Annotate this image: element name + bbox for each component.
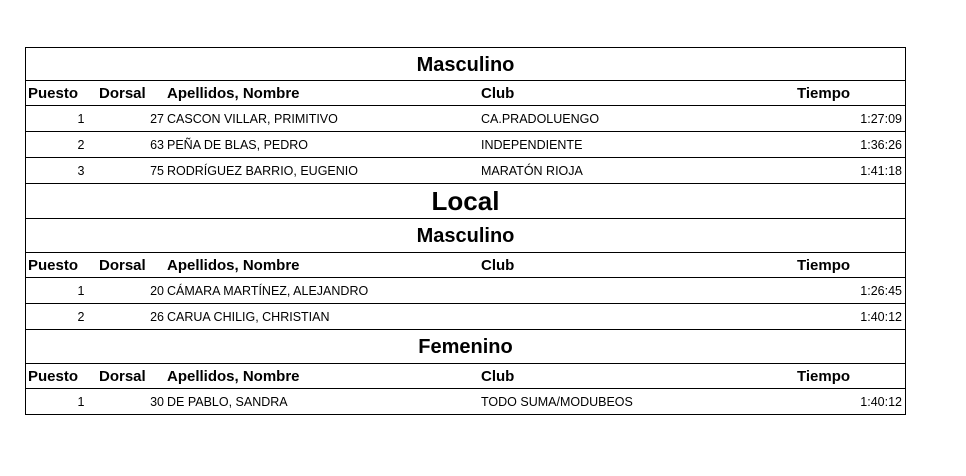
header-puesto: Puesto <box>28 257 79 274</box>
table-row <box>26 278 905 304</box>
cell-tiempo: 1:36:26 <box>860 138 902 152</box>
section-title-local-femenino <box>26 330 905 364</box>
section-title-local-masculino <box>26 219 905 253</box>
cell-puesto: 1 <box>77 112 85 126</box>
results-table <box>25 47 906 415</box>
table-row <box>26 132 905 158</box>
header-club: Club <box>481 368 515 385</box>
table-row <box>26 158 905 184</box>
section-title-local <box>26 184 905 219</box>
header-dorsal: Dorsal <box>99 257 146 274</box>
cell-tiempo: 1:27:09 <box>860 112 902 126</box>
cell-dorsal: 30 <box>150 395 164 409</box>
cell-dorsal: 63 <box>150 138 164 152</box>
cell-puesto: 2 <box>77 138 85 152</box>
header-puesto: Puesto <box>28 85 79 102</box>
column-header-row <box>26 253 905 278</box>
cell-puesto: 2 <box>77 310 85 324</box>
column-header-row <box>26 364 905 389</box>
cell-nombre: CÁMARA MARTÍNEZ, ALEJANDRO <box>167 284 369 298</box>
header-club: Club <box>481 85 515 102</box>
table-row <box>26 304 905 330</box>
cell-club: INDEPENDIENTE <box>481 138 583 152</box>
cell-club: MARATÓN RIOJA <box>481 164 583 178</box>
cell-club: CA.PRADOLUENGO <box>481 112 600 126</box>
cell-dorsal: 26 <box>150 310 164 324</box>
header-nombre: Apellidos, Nombre <box>167 85 300 102</box>
cell-club: TODO SUMA/MODUBEOS <box>481 395 633 409</box>
cell-puesto: 1 <box>77 284 85 298</box>
cell-dorsal: 75 <box>150 164 164 178</box>
cell-tiempo: 1:40:12 <box>860 395 902 409</box>
cell-puesto: 1 <box>77 395 85 409</box>
cell-nombre: CARUA CHILIG, CHRISTIAN <box>167 310 330 324</box>
section-title-text: Masculino <box>416 225 515 247</box>
header-tiempo: Tiempo <box>797 85 851 102</box>
section-title-masculino <box>26 47 905 81</box>
header-nombre: Apellidos, Nombre <box>167 368 300 385</box>
section-title-text: Local <box>431 186 500 216</box>
section-title-text: Femenino <box>418 336 513 358</box>
table-row <box>26 106 905 132</box>
cell-dorsal: 27 <box>150 112 164 126</box>
header-club: Club <box>481 257 515 274</box>
cell-puesto: 3 <box>77 164 85 178</box>
cell-dorsal: 20 <box>150 284 164 298</box>
cell-nombre: PEÑA DE BLAS, PEDRO <box>167 138 309 152</box>
cell-nombre: CASCON VILLAR, PRIMITIVO <box>167 112 338 126</box>
cell-tiempo: 1:26:45 <box>860 284 902 298</box>
header-tiempo: Tiempo <box>797 257 851 274</box>
cell-tiempo: 1:41:18 <box>860 164 902 178</box>
header-dorsal: Dorsal <box>99 85 146 102</box>
cell-nombre: RODRÍGUEZ BARRIO, EUGENIO <box>167 164 358 178</box>
cell-tiempo: 1:40:12 <box>860 310 902 324</box>
table-row <box>26 389 905 415</box>
header-tiempo: Tiempo <box>797 368 851 385</box>
cell-nombre: DE PABLO, SANDRA <box>167 395 288 409</box>
header-puesto: Puesto <box>28 368 79 385</box>
section-title-text: Masculino <box>416 54 515 76</box>
header-dorsal: Dorsal <box>99 368 146 385</box>
header-nombre: Apellidos, Nombre <box>167 257 300 274</box>
column-header-row <box>26 81 905 106</box>
